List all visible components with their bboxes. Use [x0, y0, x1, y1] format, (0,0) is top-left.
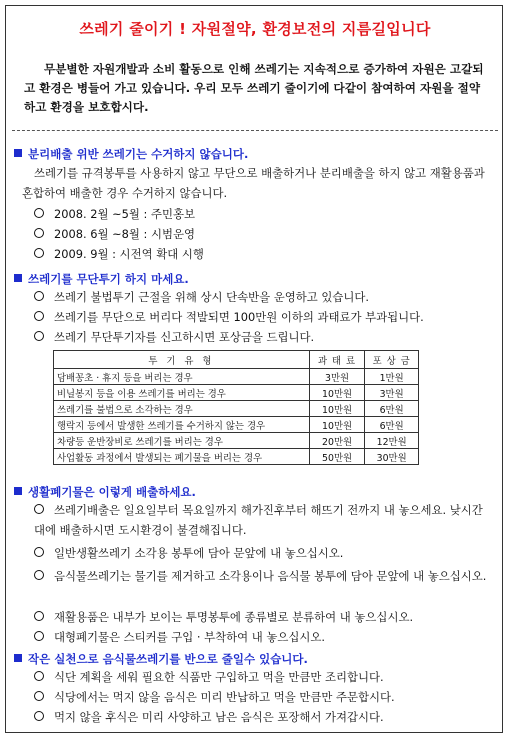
schedule-item: [34, 245, 204, 265]
square-bullet-icon: [14, 654, 22, 662]
cell-reward: 6만원: [365, 401, 419, 417]
list-item-text: 2008. 2월 ~5월 : 주민홍보: [54, 207, 195, 221]
list-item: [34, 567, 489, 587]
circle-bullet-icon: [34, 547, 44, 557]
section-heading-separation: [14, 146, 248, 162]
circle-bullet-icon: [34, 331, 44, 341]
list-item-text: 쓰레기 불법투기 근절을 위해 상시 단속반을 운영하고 있습니다.: [54, 290, 370, 304]
list-item-text: 음식물쓰레기는 물기를 제거하고 소각용이나 음식물 봉투에 담아 문앞에 내 놓으십시오.: [54, 569, 487, 583]
header-cell-type: 투 기 유 형: [54, 351, 310, 369]
circle-bullet-icon: [34, 711, 44, 721]
cell-fine: 3만원: [309, 369, 364, 385]
table-row: [54, 433, 419, 449]
list-item: [34, 628, 325, 648]
cell-reward: 30만원: [365, 449, 419, 465]
circle-bullet-icon: [34, 311, 44, 321]
square-bullet-icon: [14, 274, 22, 282]
list-item-text: 2009. 9월 : 시전역 확대 시행: [54, 247, 204, 261]
cell-fine: 10만원: [309, 385, 364, 401]
list-item: [34, 668, 384, 688]
cell-type: 차량등 운반장비로 쓰레기를 버리는 경우: [54, 433, 310, 449]
section-heading-text: 쓰레기를 무단투기 하지 마세요.: [28, 272, 189, 286]
cell-type: 비닐봉지 등을 이용 쓰레기를 버리는 경우: [54, 385, 310, 401]
cell-type: 쓰레기를 불법으로 소각하는 경우: [54, 401, 310, 417]
list-item-text: 식당에서는 먹지 않을 음식은 미리 반납하고 먹을 만큼만 주문합시다.: [54, 690, 395, 704]
dashed-divider: [12, 130, 498, 131]
list-item: [34, 501, 489, 540]
section-heading-text: 분리배출 위반 쓰레기는 수거하지 않습니다.: [28, 147, 249, 161]
cell-reward: 1만원: [365, 369, 419, 385]
section-heading-food-waste: [14, 651, 308, 667]
section-heading-dumping: [14, 271, 189, 287]
header-cell-reward: 포 상 금: [365, 351, 419, 369]
cell-type: 사업활동 과정에서 발생되는 폐기물을 버리는 경우: [54, 449, 310, 465]
circle-bullet-icon: [34, 208, 44, 218]
table-row: [54, 401, 419, 417]
page-title: 쓰레기 줄이기 ! 자원절약, 환경보전의 지름길입니다: [79, 20, 431, 38]
fines-table: [53, 350, 419, 465]
cell-reward: 12만원: [365, 433, 419, 449]
cell-fine: 10만원: [309, 401, 364, 417]
table-header-row: [54, 351, 419, 369]
circle-bullet-icon: [34, 248, 44, 258]
circle-bullet-icon: [34, 504, 44, 514]
list-item-text: 재활용품은 내부가 보이는 투명봉투에 종류별로 분류하여 내 놓으십시오.: [54, 610, 414, 624]
cell-fine: 20만원: [309, 433, 364, 449]
list-item-text: 쓰레기 무단투기자를 신고하시면 포상금을 드립니다.: [54, 330, 315, 344]
circle-bullet-icon: [34, 228, 44, 238]
table-row: [54, 385, 419, 401]
cell-type: 담배꽁초 · 휴지 등을 버리는 경우: [54, 369, 310, 385]
circle-bullet-icon: [34, 611, 44, 621]
list-item: [34, 544, 343, 564]
circle-bullet-icon: [34, 631, 44, 641]
list-item-text: 먹지 않을 후식은 미리 사양하고 남은 음식은 포장해서 가져갑시다.: [54, 710, 384, 724]
section-heading-text: 작은 실천으로 음식물쓰레기를 반으로 줄일수 있습니다.: [28, 652, 308, 666]
header-cell-fine: 과 태 료: [309, 351, 364, 369]
section-heading-text: 생활폐기물은 이렇게 배출하세요.: [28, 485, 196, 499]
separation-paragraph: 쓰레기를 규격봉투를 사용하지 않고 무단으로 배출하거나 분리배출을 하지 않고 재활용품과 혼합하여 배출한 경우 수거하지 않습니다.: [22, 166, 485, 200]
section-heading-disposal: [14, 484, 196, 500]
square-bullet-icon: [14, 149, 22, 157]
intro-paragraph: 무분별한 자원개발과 소비 활동으로 인해 쓰레기는 지속적으로 증가하여 자원은 고갈되고 환경은 병들어 가고 있습니다. 우리 모두 쓰레기 줄이기에 다같이 참여하여 자원을 절약하고 환경을 보호합시다.: [24, 62, 484, 114]
list-item-text: 쓰레기를 무단으로 버리다 적발되면 100만원 이하의 과태료가 부과됩니다.: [54, 310, 424, 324]
list-item-text: 쓰레기배출은 일요일부터 목요일까지 해가진후부터 해뜨기 전까지 내 놓으세요. 낮시간대에 배출하시면 도시환경이 불결해집니다.: [34, 503, 483, 537]
list-item-text: 2008. 6월 ~8월 : 시범운영: [54, 227, 195, 241]
list-item-text: 대형폐기물은 스티커를 구입 · 부착하여 내 놓으십시오.: [54, 630, 326, 644]
table-row: [54, 449, 419, 465]
list-item: [34, 688, 395, 708]
list-item: [34, 308, 424, 328]
table-row: [54, 369, 419, 385]
circle-bullet-icon: [34, 570, 44, 580]
list-item: [34, 328, 314, 348]
list-item-text: 일반생활쓰레기 소각용 봉투에 담아 문앞에 내 놓으십시오.: [54, 546, 344, 560]
list-item-text: 식단 계획을 세워 필요한 식품만 구입하고 먹을 만큼만 조리합니다.: [54, 670, 384, 684]
circle-bullet-icon: [34, 691, 44, 701]
cell-reward: 6만원: [365, 417, 419, 433]
list-item: [34, 608, 413, 628]
schedule-item: [34, 205, 195, 225]
cell-fine: 50만원: [309, 449, 364, 465]
list-item: [34, 288, 369, 308]
cell-reward: 3만원: [365, 385, 419, 401]
circle-bullet-icon: [34, 671, 44, 681]
table-row: [54, 417, 419, 433]
circle-bullet-icon: [34, 291, 44, 301]
cell-fine: 10만원: [309, 417, 364, 433]
square-bullet-icon: [14, 487, 22, 495]
schedule-item: [34, 225, 195, 245]
cell-type: 행락지 등에서 발생한 쓰레기를 수거하지 않는 경우: [54, 417, 310, 433]
list-item: [34, 708, 384, 728]
